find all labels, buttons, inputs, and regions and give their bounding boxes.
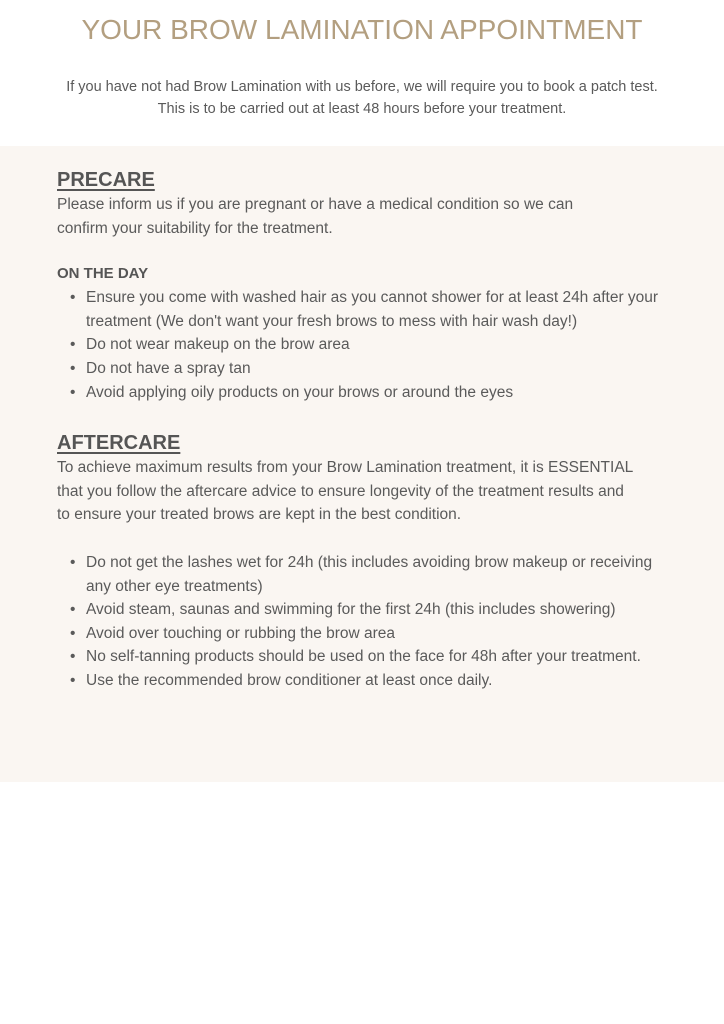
- list-item: [70, 669, 664, 693]
- aftercare-text: To achieve maximum results from your Brow Lamination treatment, it is ESSENTIAL that you follow the aftercare advice to ensure longevity of the treatment results and to ensure your treated brows are kept in the best condition.: [57, 459, 633, 524]
- list-item: [70, 333, 664, 357]
- bullet-icon: •: [70, 336, 76, 354]
- aftercare-list: [57, 551, 664, 693]
- page-title: YOUR BROW LAMINATION APPOINTMENT: [81, 14, 643, 45]
- list-item: [70, 286, 664, 333]
- bullet-icon: •: [70, 383, 76, 401]
- list-item-text: No self-tanning products should be used on the face for 48h after your treatment.: [86, 648, 641, 666]
- list-item: [70, 622, 664, 646]
- list-item: [70, 551, 664, 598]
- bullet-icon: •: [70, 648, 76, 666]
- on-the-day-list: [57, 286, 664, 404]
- precare-text: Please inform us if you are pregnant or have a medical condition so we can confirm your suitability for the treatment.: [57, 196, 574, 237]
- intro-text: If you have not had Brow Lamination with us before, we will require you to book a patch test. This is to be carried out at least 48 hours before your treatment.: [66, 79, 658, 117]
- bullet-icon: •: [70, 624, 76, 642]
- bullet-icon: •: [70, 671, 76, 689]
- aftercare-heading: AFTERCARE: [57, 432, 181, 455]
- list-item-text: Avoid steam, saunas and swimming for the first 24h (this includes showering): [86, 601, 616, 619]
- bullet-icon: •: [70, 553, 76, 571]
- list-item: [70, 598, 664, 622]
- list-item-text: Do not get the lashes wet for 24h (this includes avoiding brow makeup or receiving any other eye treatments): [86, 553, 653, 595]
- list-item-text: Use the recommended brow conditioner at least once daily.: [86, 671, 493, 689]
- precare-heading: PRECARE: [57, 169, 155, 191]
- list-item: [70, 381, 664, 405]
- care-panel: [0, 146, 724, 782]
- list-item-text: Avoid over touching or rubbing the brow area: [86, 624, 396, 642]
- list-item-text: Do not wear makeup on the brow area: [86, 336, 350, 354]
- list-item: [70, 645, 664, 669]
- list-item-text: Avoid applying oily products on your brows or around the eyes: [86, 383, 514, 401]
- bullet-icon: •: [70, 601, 76, 619]
- list-item: [70, 357, 664, 381]
- list-item-text: Do not have a spray tan: [86, 359, 251, 377]
- on-the-day-heading: ON THE DAY: [57, 265, 149, 283]
- page-header: [0, 0, 724, 146]
- bullet-icon: •: [70, 289, 76, 307]
- bullet-icon: •: [70, 359, 76, 377]
- list-item-text: Ensure you come with washed hair as you cannot shower for at least 24h after your treatment (We don't want your fresh brows to mess with hair wash day!): [86, 289, 659, 330]
